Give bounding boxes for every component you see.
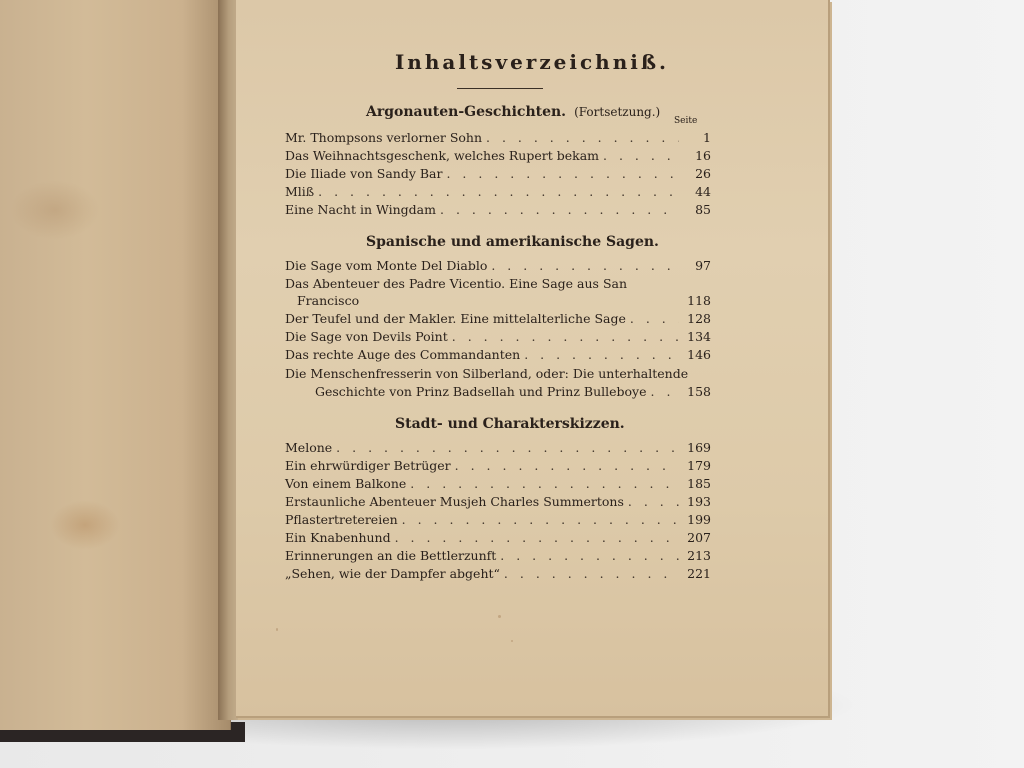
toc-entry-page: 169: [687, 440, 711, 455]
toc-entry-page: 1: [703, 130, 711, 145]
toc-entry: [285, 311, 711, 329]
toc-entry: [285, 440, 711, 458]
toc-entry-title: Die Iliade von Sandy Bar: [285, 166, 443, 181]
section-heading: [366, 234, 659, 250]
page-fleck: [276, 628, 278, 631]
dot-leader: [336, 440, 679, 455]
section-heading-text: Argonauten-Geschichten.: [366, 104, 567, 120]
toc-entry: [285, 329, 711, 347]
toc-entry: [285, 476, 711, 494]
toc-entry-title: Die Sage vom Monte Del Diablo: [285, 258, 488, 273]
toc-entry: [285, 258, 711, 276]
toc-entry-page: 221: [687, 566, 711, 581]
toc-entry-title: Ein ehrwürdiger Betrüger: [285, 458, 451, 473]
dot-leader: [651, 384, 679, 399]
toc-entry-title: Mliß: [285, 184, 315, 199]
toc-entry-page: 97: [695, 258, 711, 273]
toc-entry-page: 158: [687, 384, 711, 399]
toc-entry-page: 134: [687, 329, 711, 344]
toc-entry: [285, 148, 711, 166]
dot-leader: [318, 184, 679, 199]
toc-entry: [285, 184, 711, 202]
toc-entry-title: Von einem Balkone: [285, 476, 407, 491]
toc-entry: [285, 458, 711, 476]
title-rule: [457, 88, 543, 89]
dot-leader: [452, 329, 679, 344]
toc-entry: [285, 293, 711, 311]
toc-entry-title: Die Sage von Devils Point: [285, 329, 448, 344]
toc-entry-page: 16: [695, 148, 711, 163]
dot-leader: [440, 202, 679, 217]
page-title: Inhaltsverzeichniß.: [394, 50, 670, 74]
toc-entry-title-line1: Die Menschenfresserin von Silberland, oder: Die unterhaltende: [285, 366, 689, 381]
toc-entry-page: 128: [687, 311, 711, 326]
toc-entry-page: 185: [687, 476, 711, 491]
toc-entry-title-line1: Das Abenteuer des Padre Vicentio. Eine Sage aus San: [285, 276, 628, 291]
dot-leader: [446, 166, 679, 181]
toc-entry-page: 146: [687, 347, 711, 362]
toc-entry-title: Der Teufel und der Makler. Eine mittelalterliche Sage: [285, 311, 626, 326]
dot-leader: [524, 347, 679, 362]
toc-entry: [285, 202, 711, 220]
toc-entry: [285, 166, 711, 184]
page-fleck: [511, 640, 513, 642]
section-heading: [366, 104, 660, 120]
toc-entry-page: 207: [687, 530, 711, 545]
dot-leader: [395, 530, 679, 545]
section-heading-text: Stadt- und Charakterskizzen.: [395, 416, 625, 432]
toc-entry-title: „Sehen, wie der Dampfer abgeht“: [285, 566, 500, 581]
toc-entry-title: Mr. Thompsons verlorner Sohn: [285, 130, 483, 145]
dot-leader: [491, 258, 679, 273]
dot-leader: [410, 476, 679, 491]
toc-entry-page: 44: [695, 184, 711, 199]
page-stain: [50, 500, 120, 550]
page-fleck: [498, 615, 501, 618]
toc-entry-title: Ein Knabenhund: [285, 530, 391, 545]
toc-entry-title: Das Weihnachtsgeschenk, welches Rupert bekam: [285, 148, 600, 163]
toc-entry-page: 199: [687, 512, 711, 527]
toc-entry-page: 193: [687, 494, 711, 509]
toc-entry: [285, 130, 711, 148]
toc-entry: [285, 512, 711, 530]
dot-leader: [628, 494, 679, 509]
dot-leader: [504, 566, 679, 581]
dot-leader: [630, 311, 679, 326]
toc-entry-page: 118: [687, 293, 711, 308]
toc-entry-page: 26: [695, 166, 711, 181]
section-heading-text: Spanische und amerikanische Sagen.: [366, 234, 659, 250]
section-heading: [395, 416, 625, 432]
toc-entry-title: Das rechte Auge des Commandanten: [285, 347, 521, 362]
toc-entry-title: Erstaunliche Abenteuer Musjeh Charles Summertons: [285, 494, 624, 509]
toc-entry-title-line2: Francisco: [297, 293, 360, 308]
dot-leader: [603, 148, 679, 163]
toc-entry-title: Eine Nacht in Wingdam: [285, 202, 436, 217]
toc-entry: [285, 530, 711, 548]
dot-leader: [455, 458, 679, 473]
toc-entry: [285, 494, 711, 512]
dot-leader: [500, 548, 679, 563]
page-stain: [10, 180, 100, 240]
toc-entry-title: Erinnerungen an die Bettlerzunft: [285, 548, 497, 563]
toc-entry: [285, 548, 711, 566]
toc-entry-page: 179: [687, 458, 711, 473]
toc-entry-page: 213: [687, 548, 711, 563]
page-column-label: Seite: [674, 116, 698, 126]
section-note: (Fortsetzung.): [574, 105, 661, 119]
toc-entry-page: 85: [695, 202, 711, 217]
toc-entry: [285, 384, 711, 402]
toc-entry: [285, 347, 711, 365]
left-page: [0, 0, 231, 730]
toc-entry: [285, 566, 711, 584]
toc-entry-title: Melone: [285, 440, 333, 455]
dot-leader: [486, 130, 679, 145]
toc-entry-title: Pflastertretereien: [285, 512, 398, 527]
dot-leader: [402, 512, 679, 527]
toc-entry-title-line2: Geschichte von Prinz Badsellah und Prinz Bulleboye: [315, 384, 647, 399]
